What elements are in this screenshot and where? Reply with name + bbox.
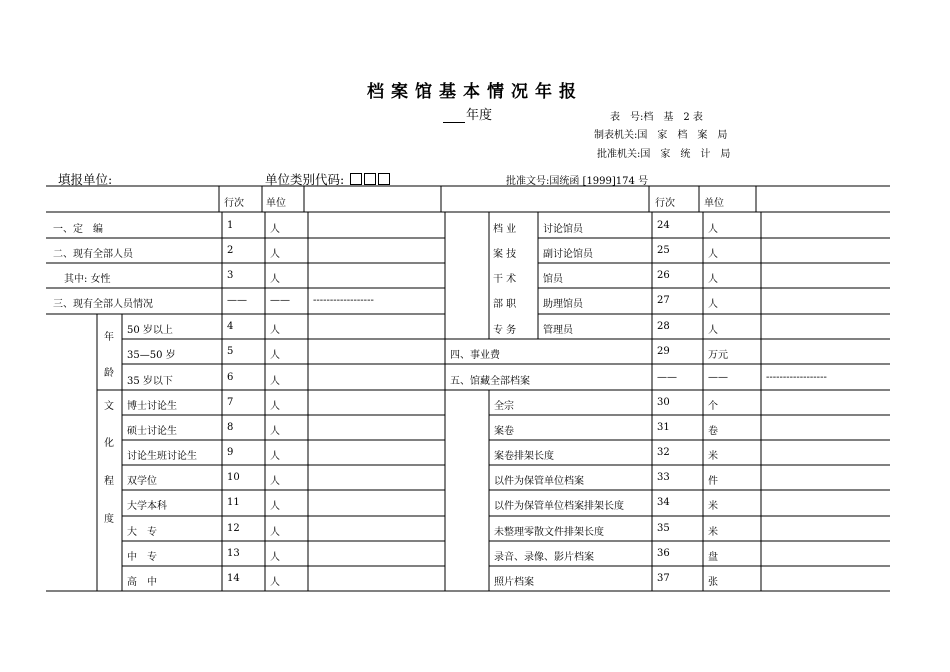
row-label: 助理馆员 bbox=[543, 299, 583, 310]
row-label: 三、现有全部人员情况 bbox=[53, 299, 153, 310]
row-label: 副讨论馆员 bbox=[543, 249, 593, 260]
row-unit: 米 bbox=[708, 527, 718, 538]
row-no: 13 bbox=[227, 548, 240, 559]
reporting-unit-label: 填报单位: bbox=[58, 172, 113, 187]
row-label: 讨论馆员 bbox=[543, 224, 583, 235]
row-no: 28 bbox=[657, 321, 670, 332]
row-label: 未整理零散文件排架长度 bbox=[494, 527, 604, 538]
row-no: 34 bbox=[657, 497, 670, 508]
report-title: 档案馆基本情况年报 bbox=[367, 82, 583, 102]
row-no: 14 bbox=[227, 573, 240, 584]
row-value: ------------------ bbox=[766, 372, 827, 383]
row-label: 大 专 bbox=[127, 527, 157, 538]
row-unit: 张 bbox=[708, 577, 718, 588]
row-no: —— bbox=[657, 372, 677, 383]
row-no: 27 bbox=[657, 295, 670, 306]
row-unit: —— bbox=[270, 295, 290, 306]
row-unit: 人 bbox=[270, 552, 280, 563]
row-label: 50 岁以上 bbox=[127, 325, 173, 336]
row-unit: 人 bbox=[270, 274, 280, 285]
row-no: 6 bbox=[227, 372, 234, 383]
unit-code-label: 单位类别代码: bbox=[265, 172, 345, 187]
row-no: 4 bbox=[227, 321, 234, 332]
row-no: 11 bbox=[227, 497, 240, 508]
row-unit: 万元 bbox=[708, 350, 728, 361]
row-no: 24 bbox=[657, 220, 670, 231]
row-label: 35—50 岁 bbox=[127, 350, 176, 361]
row-no: 8 bbox=[227, 422, 234, 433]
row-no: 30 bbox=[657, 397, 670, 408]
row-label: 照片档案 bbox=[494, 577, 534, 588]
header-unit-left: 单位 bbox=[266, 198, 286, 209]
row-no: 35 bbox=[657, 523, 670, 534]
edu-group-char: 度 bbox=[104, 514, 114, 525]
row-no: 29 bbox=[657, 346, 670, 357]
row-unit: 人 bbox=[270, 451, 280, 462]
header-row-no-right: 行次 bbox=[655, 198, 675, 209]
row-unit: 人 bbox=[708, 249, 718, 260]
row-no: 26 bbox=[657, 270, 670, 281]
row-unit: 人 bbox=[270, 577, 280, 588]
row-no: 10 bbox=[227, 472, 240, 483]
row-unit: 人 bbox=[270, 426, 280, 437]
header-row-no-left: 行次 bbox=[224, 198, 244, 209]
row-unit: 人 bbox=[270, 325, 280, 336]
row-label: 录音、录像、影片档案 bbox=[494, 552, 594, 563]
prof-group-char: 档 业 bbox=[493, 224, 517, 235]
table-number: 表 号:档 基 2 表 bbox=[610, 112, 703, 123]
row-label: 博士讨论生 bbox=[127, 401, 177, 412]
row-unit: 人 bbox=[270, 350, 280, 361]
row-no: 9 bbox=[227, 447, 234, 458]
prof-group-char: 部 职 bbox=[493, 299, 517, 310]
year-suffix: 年度 bbox=[466, 108, 493, 123]
row-no: 7 bbox=[227, 397, 234, 408]
row-label: 高 中 bbox=[127, 577, 157, 588]
row-unit: 人 bbox=[270, 376, 280, 387]
row-no: 3 bbox=[227, 270, 234, 281]
row-label: 案卷 bbox=[494, 426, 514, 437]
row-no: 25 bbox=[657, 245, 670, 256]
issuing-authority: 制表机关:国 家 档 案 局 bbox=[594, 130, 728, 141]
row-unit: 人 bbox=[708, 299, 718, 310]
row-label: 中 专 bbox=[127, 552, 157, 563]
prof-group-char: 专 务 bbox=[493, 325, 517, 336]
header-unit-right: 单位 bbox=[704, 198, 724, 209]
row-label: 案卷排架长度 bbox=[494, 451, 554, 462]
row-unit: 盘 bbox=[708, 552, 718, 563]
row-no: 36 bbox=[657, 548, 670, 559]
approval-number: 批准文号:国统函 [1999]174 号 bbox=[506, 176, 649, 187]
row-no: 33 bbox=[657, 472, 670, 483]
age-group-char: 龄 bbox=[104, 368, 114, 379]
row-unit: 人 bbox=[270, 224, 280, 235]
row-unit: 人 bbox=[270, 401, 280, 412]
row-label: 讨论生班讨论生 bbox=[127, 451, 197, 462]
row-unit: 件 bbox=[708, 476, 718, 487]
row-label: 四、事业费 bbox=[450, 350, 500, 361]
prof-group-char: 案 技 bbox=[493, 249, 517, 260]
row-label: 其中: 女性 bbox=[64, 274, 111, 285]
row-label: 二、现有全部人员 bbox=[53, 249, 133, 260]
row-no: —— bbox=[227, 295, 247, 306]
row-no: 12 bbox=[227, 523, 240, 534]
row-unit: —— bbox=[708, 372, 728, 383]
row-unit: 卷 bbox=[708, 426, 718, 437]
row-no: 37 bbox=[657, 573, 670, 584]
row-label: 硕士讨论生 bbox=[127, 426, 177, 437]
row-label: 管理员 bbox=[543, 325, 573, 336]
row-label: 双学位 bbox=[127, 476, 157, 487]
edu-group-char: 程 bbox=[104, 476, 114, 487]
row-unit: 个 bbox=[708, 401, 718, 412]
edu-group-char: 化 bbox=[104, 438, 114, 449]
row-label: 一、定 编 bbox=[53, 224, 103, 235]
prof-group-char: 干 术 bbox=[493, 274, 517, 285]
age-group-char: 年 bbox=[104, 332, 114, 343]
row-unit: 人 bbox=[708, 325, 718, 336]
row-unit: 人 bbox=[708, 224, 718, 235]
row-label: 以件为保管单位档案 bbox=[494, 476, 584, 487]
row-value: ------------------ bbox=[313, 295, 374, 306]
row-unit: 人 bbox=[270, 527, 280, 538]
row-unit: 米 bbox=[708, 451, 718, 462]
row-no: 31 bbox=[657, 422, 670, 433]
row-unit: 米 bbox=[708, 501, 718, 512]
row-label: 馆员 bbox=[543, 274, 563, 285]
row-unit: 人 bbox=[270, 476, 280, 487]
approving-authority: 批准机关:国 家 统 计 局 bbox=[597, 149, 731, 160]
row-no: 5 bbox=[227, 346, 234, 357]
row-no: 32 bbox=[657, 447, 670, 458]
row-label: 大学本科 bbox=[127, 501, 167, 512]
row-no: 2 bbox=[227, 245, 234, 256]
row-label: 35 岁以下 bbox=[127, 376, 173, 387]
row-label: 全宗 bbox=[494, 401, 514, 412]
row-unit: 人 bbox=[270, 501, 280, 512]
row-unit: 人 bbox=[708, 274, 718, 285]
row-unit: 人 bbox=[270, 249, 280, 260]
row-no: 1 bbox=[227, 220, 234, 231]
edu-group-char: 文 bbox=[104, 401, 114, 412]
row-label: 五、馆藏全部档案 bbox=[450, 376, 530, 387]
row-label: 以件为保管单位档案排架长度 bbox=[494, 501, 624, 512]
